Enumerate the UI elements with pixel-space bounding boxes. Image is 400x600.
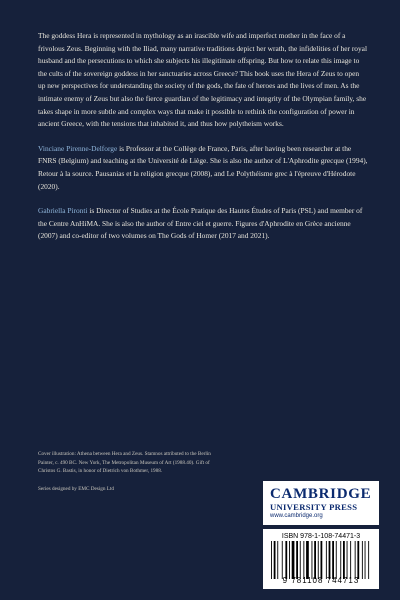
back-cover-blurb (38, 30, 368, 255)
barcode-panel (263, 529, 379, 589)
blurb-paragraph: The goddess Hera is represented in mythology as an irascible wife and imperfect mother in the face of a frivolous Zeus. Beginning with the Iliad, many narrative traditions depict her wrath, the infidelities of her royal husband and the persecutions to which she subjects his illegitimate offspring. But how to relate this image to the cults of the sovereign goddess in her sanctuaries across Greece? This book uses the Hera of Zeus to open up new perspectives for understanding the society of the gods, the fate of heroes and the lives of men. As the intimate enemy of Zeus but also the fierce guardian of the legitimacy and integrity of the Olympian family, she takes shape in more subtle and complex ways that make it possible to rethink the configuration of power in ancient Greece, with the tensions that inhabited it, and thus how polytheism works. (38, 31, 367, 129)
publisher-name-line1: CAMBRIDGE (270, 486, 372, 502)
cover-illustration-credit: Cover illustration: Athena between Hera and Zeus. Stamnos attributed to the Berlin Painter, c. 490 BC. New York, The Metropolitan Museum of Art (1988.40). Gift of Christos G. Bastis, in honor of Dietrich von Bothmer, 1988. (38, 451, 211, 475)
author-bio-2 (38, 205, 368, 243)
publisher-logo (263, 481, 379, 525)
author-bio-1 (38, 143, 368, 193)
barcode-digits: 9 781108 744713 (282, 576, 360, 585)
publisher-name-line2: UNIVERSITY PRESS (270, 502, 358, 512)
author-name-1: Vinciane Pirenne-Delforge (38, 143, 118, 153)
author-bio-1-text: is Professor at the Collège de France, Paris, after having been researcher at the FNRS (Belgium) and teaching at the Université de Liège. She is also the author of L'Aphrodite grecque (1994), Retour à la source. Pausanias et la religion grecque (2008), and Le Polythéisme grec à l'épreuve d'Hérodote (2020). (38, 143, 368, 191)
author-name-2: Gabriella Pironti (38, 206, 88, 216)
isbn-text: ISBN 978-1-108-74471-3 (281, 533, 361, 540)
series-design-credit: Series designed by EMC Design Ltd (38, 485, 114, 492)
barcode-icon (269, 541, 373, 579)
publisher-url: www.cambridge.org (270, 513, 323, 519)
publisher-block (263, 481, 379, 591)
author-bio-2-text: is Director of Studies at the École Pratique des Hautes Études of Paris (PSL) and member of the Centre AnHiMA. She is also the author of Entre ciel et guerre. Figures d'Aphrodite en Grèce ancienne (2007) and co-editor of two volumes on The Gods of Homer (2017 and 2021). (38, 206, 363, 241)
cover-credits (38, 450, 223, 493)
